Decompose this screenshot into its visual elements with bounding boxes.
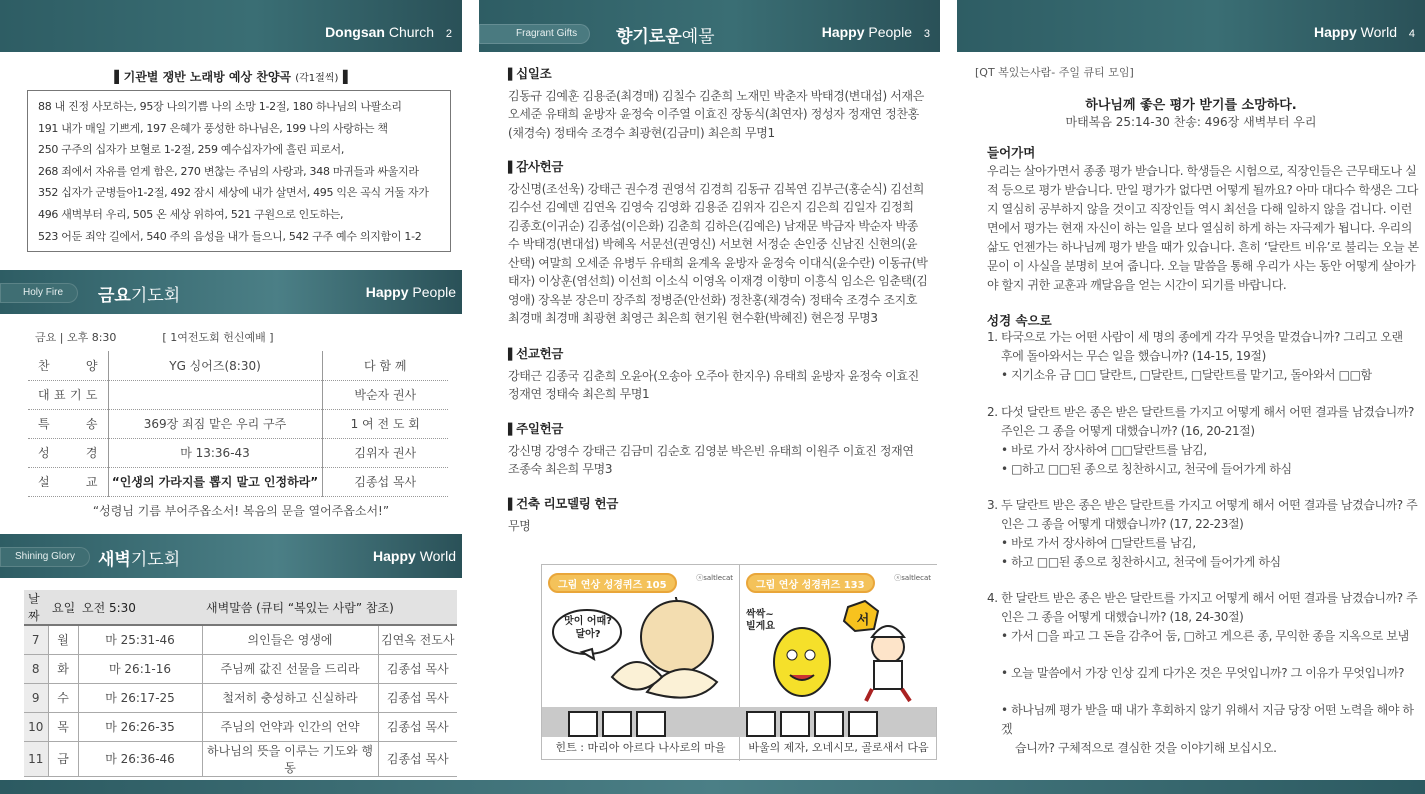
order-person: 김위자 권사 bbox=[322, 438, 448, 467]
page-3-panel bbox=[479, 0, 940, 780]
song-line: 352 십자가 군병들아1-2절, 492 잠시 세상에 내가 살면서, 495 익은 곡식 거둘 자가 bbox=[38, 186, 429, 200]
table-row bbox=[24, 654, 457, 683]
cell-date: 10 bbox=[24, 712, 48, 741]
offering-names: 무명 bbox=[508, 518, 531, 533]
quiz-hint: 바울의 제자, 오네시모, 골로새서 다음 bbox=[748, 741, 929, 754]
answer-blank: • 지기소유 금 □□ 달란트, □달란트, □달란트를 맡기고, 돌아와서 □□함 bbox=[1001, 368, 1372, 382]
section-right bbox=[366, 284, 456, 300]
cell-date: 11 bbox=[24, 741, 48, 776]
offering-building bbox=[508, 495, 928, 535]
cell-preacher: 김종섭 목사 bbox=[378, 654, 457, 683]
header-right bbox=[822, 24, 930, 40]
dawn-schedule-table bbox=[24, 590, 457, 777]
page-header bbox=[957, 0, 1425, 52]
table-row bbox=[28, 351, 448, 380]
right-rest: People bbox=[412, 284, 456, 300]
col-day: 요일 bbox=[48, 590, 78, 625]
cell-ref: 마 26:17-25 bbox=[78, 683, 202, 712]
right-bold: Happy bbox=[365, 284, 409, 300]
table-row bbox=[28, 467, 448, 496]
question-1 bbox=[987, 328, 1419, 385]
question-text: 3. 두 달란트 받은 종은 받은 달란트를 가지고 어떻게 해서 어떤 결과를 남겼습니까? 주 bbox=[987, 498, 1418, 512]
question-3 bbox=[987, 496, 1419, 572]
right-rest: World bbox=[419, 548, 456, 564]
cell-ref: 마 26:1-16 bbox=[78, 654, 202, 683]
page-2-panel bbox=[0, 0, 462, 780]
header-brand bbox=[325, 24, 452, 40]
qt-tag: [QT 복있는사람- 주일 큐티 모임] bbox=[975, 66, 1134, 79]
offering-title: ▌ 감사헌금 bbox=[508, 158, 928, 178]
question-text: 2. 다섯 달란트 받은 종은 받은 달란트를 가지고 어떻게 해서 어떤 결과를 남겼습니까? bbox=[987, 405, 1414, 419]
answer-blank: • 하고 □□된 종으로 칭찬하시고, 천국에 들어가게 하심 bbox=[1001, 555, 1281, 569]
order-item: 찬 양 bbox=[28, 351, 108, 380]
song-line: 88 내 진정 사모하는, 95장 나의기쁨 나의 소망 1-2절, 180 하나님의 나팔소리 bbox=[38, 100, 402, 113]
question-2 bbox=[987, 403, 1419, 479]
answer-blank: • 바로 가서 장사하여 □달란트를 남김, bbox=[1001, 536, 1196, 550]
offering-title: ▌ 주일헌금 bbox=[508, 420, 928, 440]
brand-bold: Dongsan bbox=[325, 24, 385, 40]
prayer-quote: “성령님 기름 부어주옵소서! 복음의 문을 열어주옵소서!” bbox=[92, 504, 390, 518]
song-line: 268 죄에서 자유를 얻게 함은, 270 변찮는 주님의 사랑과, 348 마귀들과 싸울지라 bbox=[38, 164, 419, 178]
order-person: 1 여 전 도 회 bbox=[322, 409, 448, 438]
table-row bbox=[24, 683, 457, 712]
page-header bbox=[479, 0, 940, 52]
cell-title: 하나님의 뜻을 이루는 기도와 행동 bbox=[202, 741, 378, 776]
cell-day: 화 bbox=[48, 654, 78, 683]
friday-event: [ 1여전도회 헌신예배 ] bbox=[162, 331, 274, 344]
cell-ref: 마 26:36-46 bbox=[78, 741, 202, 776]
offering-title: ▌ 건축 리모델링 헌금 bbox=[508, 495, 928, 515]
table-header-row bbox=[24, 590, 457, 625]
cell-day: 금 bbox=[48, 741, 78, 776]
friday-time: 금요 | 오후 8:30 bbox=[35, 331, 117, 344]
intro-heading: 들어가며 bbox=[987, 145, 1036, 160]
answer-box bbox=[848, 711, 878, 737]
question-text: 1. 타국으로 가는 어떤 사람이 세 명의 종에게 각각 무엇을 맡겼습니까? 그리고 오랜 bbox=[987, 330, 1403, 344]
quiz-left bbox=[542, 565, 739, 707]
qt-subtitle: 마태복음 25:14-30 찬송: 496장 새벽부터 우리 bbox=[1065, 115, 1317, 129]
quiz-hint: 힌트 : 마리아 아르다 나사로의 마을 bbox=[555, 741, 726, 754]
order-person: 김종섭 목사 bbox=[322, 467, 448, 496]
col-time: 오전 5:30 bbox=[78, 590, 202, 625]
right-rest: People bbox=[868, 24, 912, 40]
table-row bbox=[24, 712, 457, 741]
order-item: 특 송 bbox=[28, 409, 108, 438]
order-person: 다 함 께 bbox=[322, 351, 448, 380]
song-line: 250 구주의 십자가 보혈로 1-2절, 259 예수십자가에 흘린 피로서, bbox=[38, 143, 345, 157]
quiz-sign: 서 bbox=[856, 613, 870, 628]
question-text: 후에 돌아와서는 무슨 일을 했습니까? (14-15, 19절) bbox=[1001, 349, 1266, 363]
friday-section-header bbox=[0, 270, 462, 314]
right-bold: Happy bbox=[821, 24, 865, 40]
question-text: 주인은 그 종을 어떻게 대했습니까? (16, 20-21절) bbox=[1001, 424, 1255, 438]
cell-day: 목 bbox=[48, 712, 78, 741]
title-rest: 예물 bbox=[681, 27, 715, 47]
cell-date: 9 bbox=[24, 683, 48, 712]
order-item: 설 교 bbox=[28, 467, 108, 496]
question-text: 인은 그 종을 어떻게 대했습니까? (17, 22-23절) bbox=[1001, 517, 1244, 531]
answer-boxes-right bbox=[746, 711, 878, 737]
cell-day: 수 bbox=[48, 683, 78, 712]
title-bold: 향기로운 bbox=[616, 27, 682, 47]
section-tag: Shining Glory bbox=[0, 547, 90, 567]
table-row bbox=[28, 438, 448, 467]
application-question: • 오늘 말씀에서 가장 인상 깊게 다가온 것은 무엇입니까? 그 이유가 무엇입니까? bbox=[1001, 666, 1405, 680]
speech-text: 싹싹~ 빌게요 bbox=[746, 609, 775, 632]
answer-box bbox=[602, 711, 632, 737]
answer-box bbox=[814, 711, 844, 737]
col-desc: 새벽말씀 (큐티 “복있는 사람” 참조) bbox=[202, 590, 457, 625]
quiz-logo: ⓢsaltlecat bbox=[894, 574, 931, 582]
song-line: 523 어둔 죄악 길에서, 540 주의 음성을 내가 들으니, 542 구주 예수 의지함이 1-2 bbox=[38, 229, 422, 243]
offering-names: 강신명 강영수 강태근 김금미 김순호 김영분 박은빈 유태희 이원주 이효진 정재연 조종숙 최은희 무명3 bbox=[508, 443, 914, 476]
cell-date: 8 bbox=[24, 654, 48, 683]
songs-box bbox=[27, 90, 451, 252]
songs-note: (각1절씩) bbox=[295, 73, 339, 84]
songs-title-text: 기관별 쟁반 노래방 예상 찬양곡 bbox=[123, 70, 292, 84]
offering-tithe bbox=[508, 65, 928, 142]
application-question: 습니까? 구체적으로 결심한 것을 이야기해 보십시오. bbox=[1015, 741, 1277, 755]
sermon-title: “인생의 가라지를 뽑지 말고 인정하라” bbox=[108, 467, 322, 496]
song-line: 191 내가 매일 기쁘게, 197 은혜가 풍성한 하나님은, 199 나의 사랑하는 책 bbox=[38, 121, 388, 135]
section-right bbox=[373, 548, 456, 564]
title-rest: 기도회 bbox=[130, 550, 181, 570]
section-tag: Fragrant Gifts bbox=[479, 24, 590, 44]
friday-time-row bbox=[35, 329, 274, 345]
cell-ref: 마 25:31-46 bbox=[78, 625, 202, 654]
cell-title: 주님의 언약과 인간의 언약 bbox=[202, 712, 378, 741]
right-rest: World bbox=[1360, 24, 1397, 40]
dawn-section-header bbox=[0, 534, 462, 578]
songs-title: ▌기관별 쟁반 노래방 예상 찬양곡 (각1절씩)▐ bbox=[114, 70, 348, 84]
cell-date: 7 bbox=[24, 625, 48, 654]
page-header bbox=[0, 0, 462, 52]
question-4 bbox=[987, 589, 1419, 646]
cell-title: 철저히 충성하고 신실하라 bbox=[202, 683, 378, 712]
answer-box bbox=[568, 711, 598, 737]
offering-mission bbox=[508, 345, 928, 404]
friday-order-table bbox=[28, 351, 448, 497]
order-content bbox=[108, 380, 322, 409]
pear-illustration-icon bbox=[542, 597, 739, 707]
offering-title: ▌ 선교헌금 bbox=[508, 345, 928, 365]
answer-box bbox=[746, 711, 776, 737]
right-bold: Happy bbox=[373, 548, 416, 564]
application bbox=[987, 664, 1419, 758]
page-4-panel bbox=[957, 0, 1425, 780]
cell-preacher: 김연옥 전도사 bbox=[378, 625, 457, 654]
question-text: 인은 그 종을 어떻게 대했습니까? (18, 24-30절) bbox=[1001, 610, 1244, 624]
table-row bbox=[28, 380, 448, 409]
title-bold: 새벽 bbox=[98, 550, 131, 570]
quiz-logo: ⓢsaltlecat bbox=[696, 574, 733, 582]
quiz-right bbox=[740, 565, 937, 707]
offering-names: 김동규 김예훈 김용준(최경매) 김칠수 김춘희 노재민 박춘자 박태경(변대섭) 서재은 오세준 유태희 윤방자 윤정숙 이주열 이효진 장동식(최연자) 정성자 정재연 정찬홍(채경숙) 정태숙 조경수 최광현(김금미) 최은희 무명1 bbox=[508, 88, 925, 140]
answer-box bbox=[780, 711, 810, 737]
table-row bbox=[24, 625, 457, 654]
title-rest: 기도회 bbox=[130, 286, 181, 306]
order-item: 성 경 bbox=[28, 438, 108, 467]
quiz-badge: 그림 연상 성경퀴즈 133 bbox=[746, 573, 875, 593]
body-heading: 성경 속으로 bbox=[987, 313, 1052, 328]
cell-title: 주님께 값진 선물을 드리라 bbox=[202, 654, 378, 683]
section-title bbox=[98, 281, 180, 306]
col-date: 날짜 bbox=[24, 590, 48, 625]
section-title bbox=[616, 22, 715, 47]
order-content: 369장 죄짐 맡은 우리 구주 bbox=[108, 409, 322, 438]
order-content: YG 싱어즈(8:30) bbox=[108, 351, 322, 380]
cell-ref: 마 26:26-35 bbox=[78, 712, 202, 741]
order-content: 마 13:36-43 bbox=[108, 438, 322, 467]
song-line: 496 새벽부터 우리, 505 온 세상 위하여, 521 구원으로 인도하는, bbox=[38, 207, 344, 221]
quiz-badge: 그림 연상 성경퀴즈 105 bbox=[548, 573, 677, 593]
page-number: 3 bbox=[923, 28, 930, 40]
cell-preacher: 김종섭 목사 bbox=[378, 741, 457, 776]
table-row bbox=[28, 409, 448, 438]
title-bold: 금요 bbox=[98, 286, 131, 306]
offering-names: 강태근 김종국 김춘희 오윤아(오송아 오주아 한지우) 유태희 윤방자 윤정숙 이효진 정재연 정태숙 최은희 무명1 bbox=[508, 368, 919, 401]
picture-bible-quiz bbox=[541, 564, 937, 760]
offering-title: ▌ 십일조 bbox=[508, 65, 928, 85]
page-number: 4 bbox=[1408, 28, 1415, 40]
answer-blank: • 가서 □을 파고 그 돈을 감추어 둠, □하고 게으른 종, 무익한 종을 지옥으로 보냄 bbox=[1001, 629, 1409, 643]
intro-text: 우리는 살아가면서 종종 평가 받습니다. 학생들은 시험으로, 직장인들은 근무태도나 실적 등으로 평가 받습니다. 만일 평가가 없다면 어떻게 될까요? 아마 대다수 학생은 그다지 열심히 공부하지 않을 것이고 직장인들 역시 최선을 다해 일하지 않을 겁니다. 이런 면에서 평가는 현재 자신이 하는 일을 보다 열심히 하게 하는 자극제가 됩니다. 우리의 삶도 언젠가는 하나님께 평가 받을 때가 있습니다. 흔히 ‘달란트 비유’로 불리는 오늘 본문이 이 사실을 분명히 보여 줍니다. 오늘 말씀을 통해 우리가 사는 동안 어떻게 살아가야 할지 귀한 교훈과 깨달음을 얻는 시간이 되기를 바랍니다. bbox=[987, 164, 1419, 292]
answer-blank: • □하고 □□된 종으로 칭찬하시고, 천국에 들어가게 하심 bbox=[1001, 462, 1292, 476]
offering-sunday bbox=[508, 420, 928, 479]
brand-rest: Church bbox=[388, 24, 434, 40]
application-question: • 하나님께 평가 받을 때 내가 후회하지 않기 위해서 지금 당장 어떤 노력을 해야 하겠 bbox=[1001, 703, 1414, 736]
offering-thanks bbox=[508, 158, 928, 328]
answer-box bbox=[636, 711, 666, 737]
section-tag: Holy Fire bbox=[0, 283, 78, 303]
right-bold: Happy bbox=[1313, 24, 1357, 40]
cell-preacher: 김종섭 목사 bbox=[378, 683, 457, 712]
speech-bubble: 맛이 어때? 달아? bbox=[564, 616, 612, 640]
cell-title: 의인들은 영생에 bbox=[202, 625, 378, 654]
table-row bbox=[24, 741, 457, 776]
page-footer-bar bbox=[0, 780, 1425, 794]
order-item: 대 표 기 도 bbox=[28, 380, 108, 409]
answer-blank: • 바로 가서 장사하여 □□달란트를 남김, bbox=[1001, 443, 1207, 457]
header-right bbox=[1314, 24, 1415, 40]
page-number: 2 bbox=[445, 28, 452, 40]
offering-names: 강신명(조선욱) 강태근 권수경 권영석 김경희 김동규 김복연 김부근(홍순식) 김선희 김수선 김예덴 김연옥 김영숙 김영화 김용준 김위자 김은지 김은희 김일자 김정희 김종호(이귀순) 김종섭(이은화) 김춘희 김하은(김예은) 남재문 박금자 박순자 박종수 박태경(변대섭) 박혜옥 서문선(권영신) 서보현 서정순 손인중 신남진 신현의(윤산택) 여말희 오세준 유병두 유태희 윤계옥 윤방자 윤정숙 이대식(윤수란) 이동규(박태자) 이상훈(염선희) 이선희 이소식 이영옥 이재경 이향미 이흥식 임소은 임춘택(김영애) 장옥분 장은미 장주희 정병준(안선화) 정찬홍(채경숙) 정태숙 조경수 조지호 최경매 최경매 최광현 최영근 최은희 현기원 현수환(박혜진) 현은정 무명3 bbox=[508, 181, 928, 325]
section-title bbox=[98, 545, 180, 570]
order-person: 박순자 권사 bbox=[322, 380, 448, 409]
answer-boxes-left bbox=[568, 711, 666, 737]
qt-title: 하나님께 좋은 평가 받기를 소망하다. bbox=[1085, 98, 1297, 113]
question-text: 4. 한 달란트 받은 종은 받은 달란트를 가지고 어떻게 해서 어떤 결과를 남겼습니까? 주 bbox=[987, 591, 1418, 605]
cell-day: 월 bbox=[48, 625, 78, 654]
cell-preacher: 김종섭 목사 bbox=[378, 712, 457, 741]
